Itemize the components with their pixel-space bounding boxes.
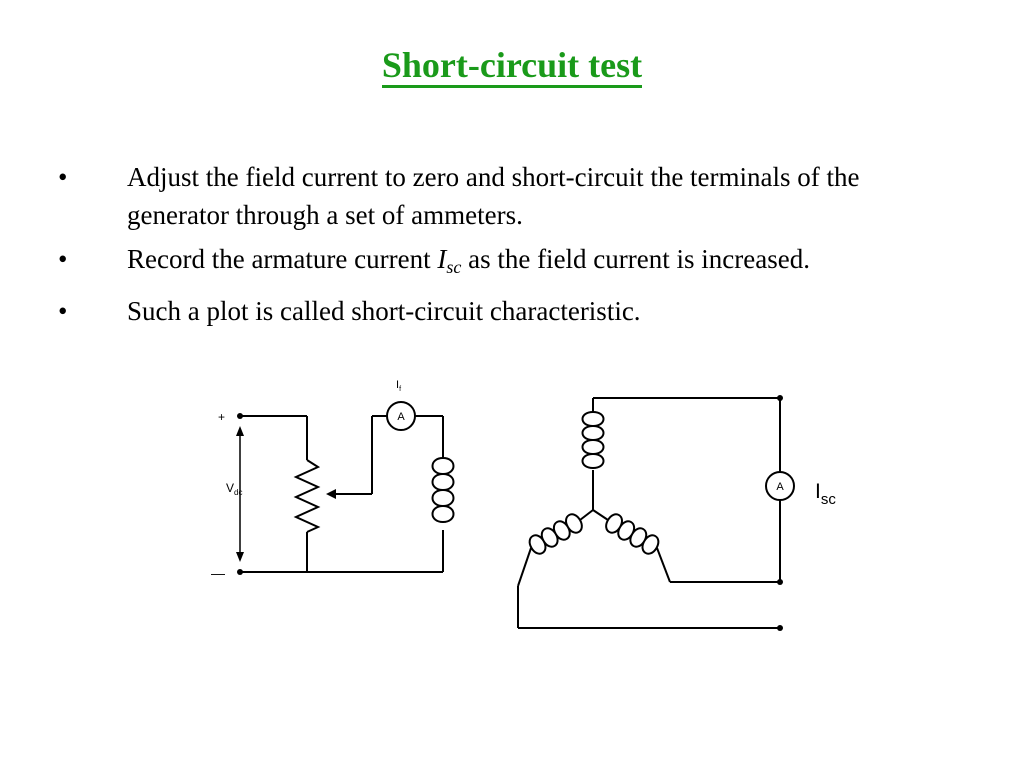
wire [580, 510, 593, 520]
isc-circuit-label [815, 480, 836, 508]
bullet-text: Adjust the field current to zero and short-circuit the terminals of the generator through a set of ammeters. [127, 162, 860, 230]
terminal-dot [777, 625, 783, 631]
wire [657, 548, 670, 582]
if-symbol: I [396, 379, 400, 391]
terminal-dot [777, 395, 783, 401]
bullet-marker: • [58, 162, 68, 192]
rheostat-resistor [296, 460, 318, 532]
isc-subscript: sc [446, 257, 462, 277]
bullet-text-after: as the field current is increased. [461, 244, 810, 274]
wire [593, 510, 608, 520]
minus-label: — [211, 565, 225, 581]
field-circuit-arrows [236, 413, 336, 575]
isc-circuit-subscript: sc [820, 491, 836, 508]
wire [518, 548, 531, 586]
field-ammeter-label: A [397, 411, 405, 423]
field-winding-coil [433, 458, 454, 522]
if-label [396, 379, 401, 393]
plus-label: + [218, 410, 226, 424]
vdc-arrowhead-up [236, 426, 244, 436]
wiper-arrowhead [326, 489, 336, 499]
phase-b-winding [527, 512, 585, 557]
terminal-dot [237, 569, 243, 575]
bullet-text-before: Record the armature current [127, 244, 438, 274]
bullet-marker: • [58, 296, 68, 326]
armature-circuit [518, 398, 794, 628]
field-circuit [240, 402, 454, 572]
vdc-arrowhead-down [236, 552, 244, 562]
terminal-dot [777, 579, 783, 585]
vdc-subscript: dc [234, 488, 243, 497]
isc-symbol: I [437, 244, 447, 274]
armature-ammeter-label: A [776, 481, 784, 493]
isc-circuit-symbol: I [815, 480, 821, 503]
phase-c-winding [603, 512, 661, 557]
vdc-symbol: V [226, 481, 235, 495]
phase-a-winding [583, 412, 604, 468]
terminal-dot [237, 413, 243, 419]
slide-title-text: Short-circuit test [382, 45, 642, 88]
bullet-marker: • [58, 244, 68, 274]
if-subscript: f [399, 386, 402, 393]
bullet-text: Such a plot is called short-circuit characteristic. [127, 296, 641, 326]
